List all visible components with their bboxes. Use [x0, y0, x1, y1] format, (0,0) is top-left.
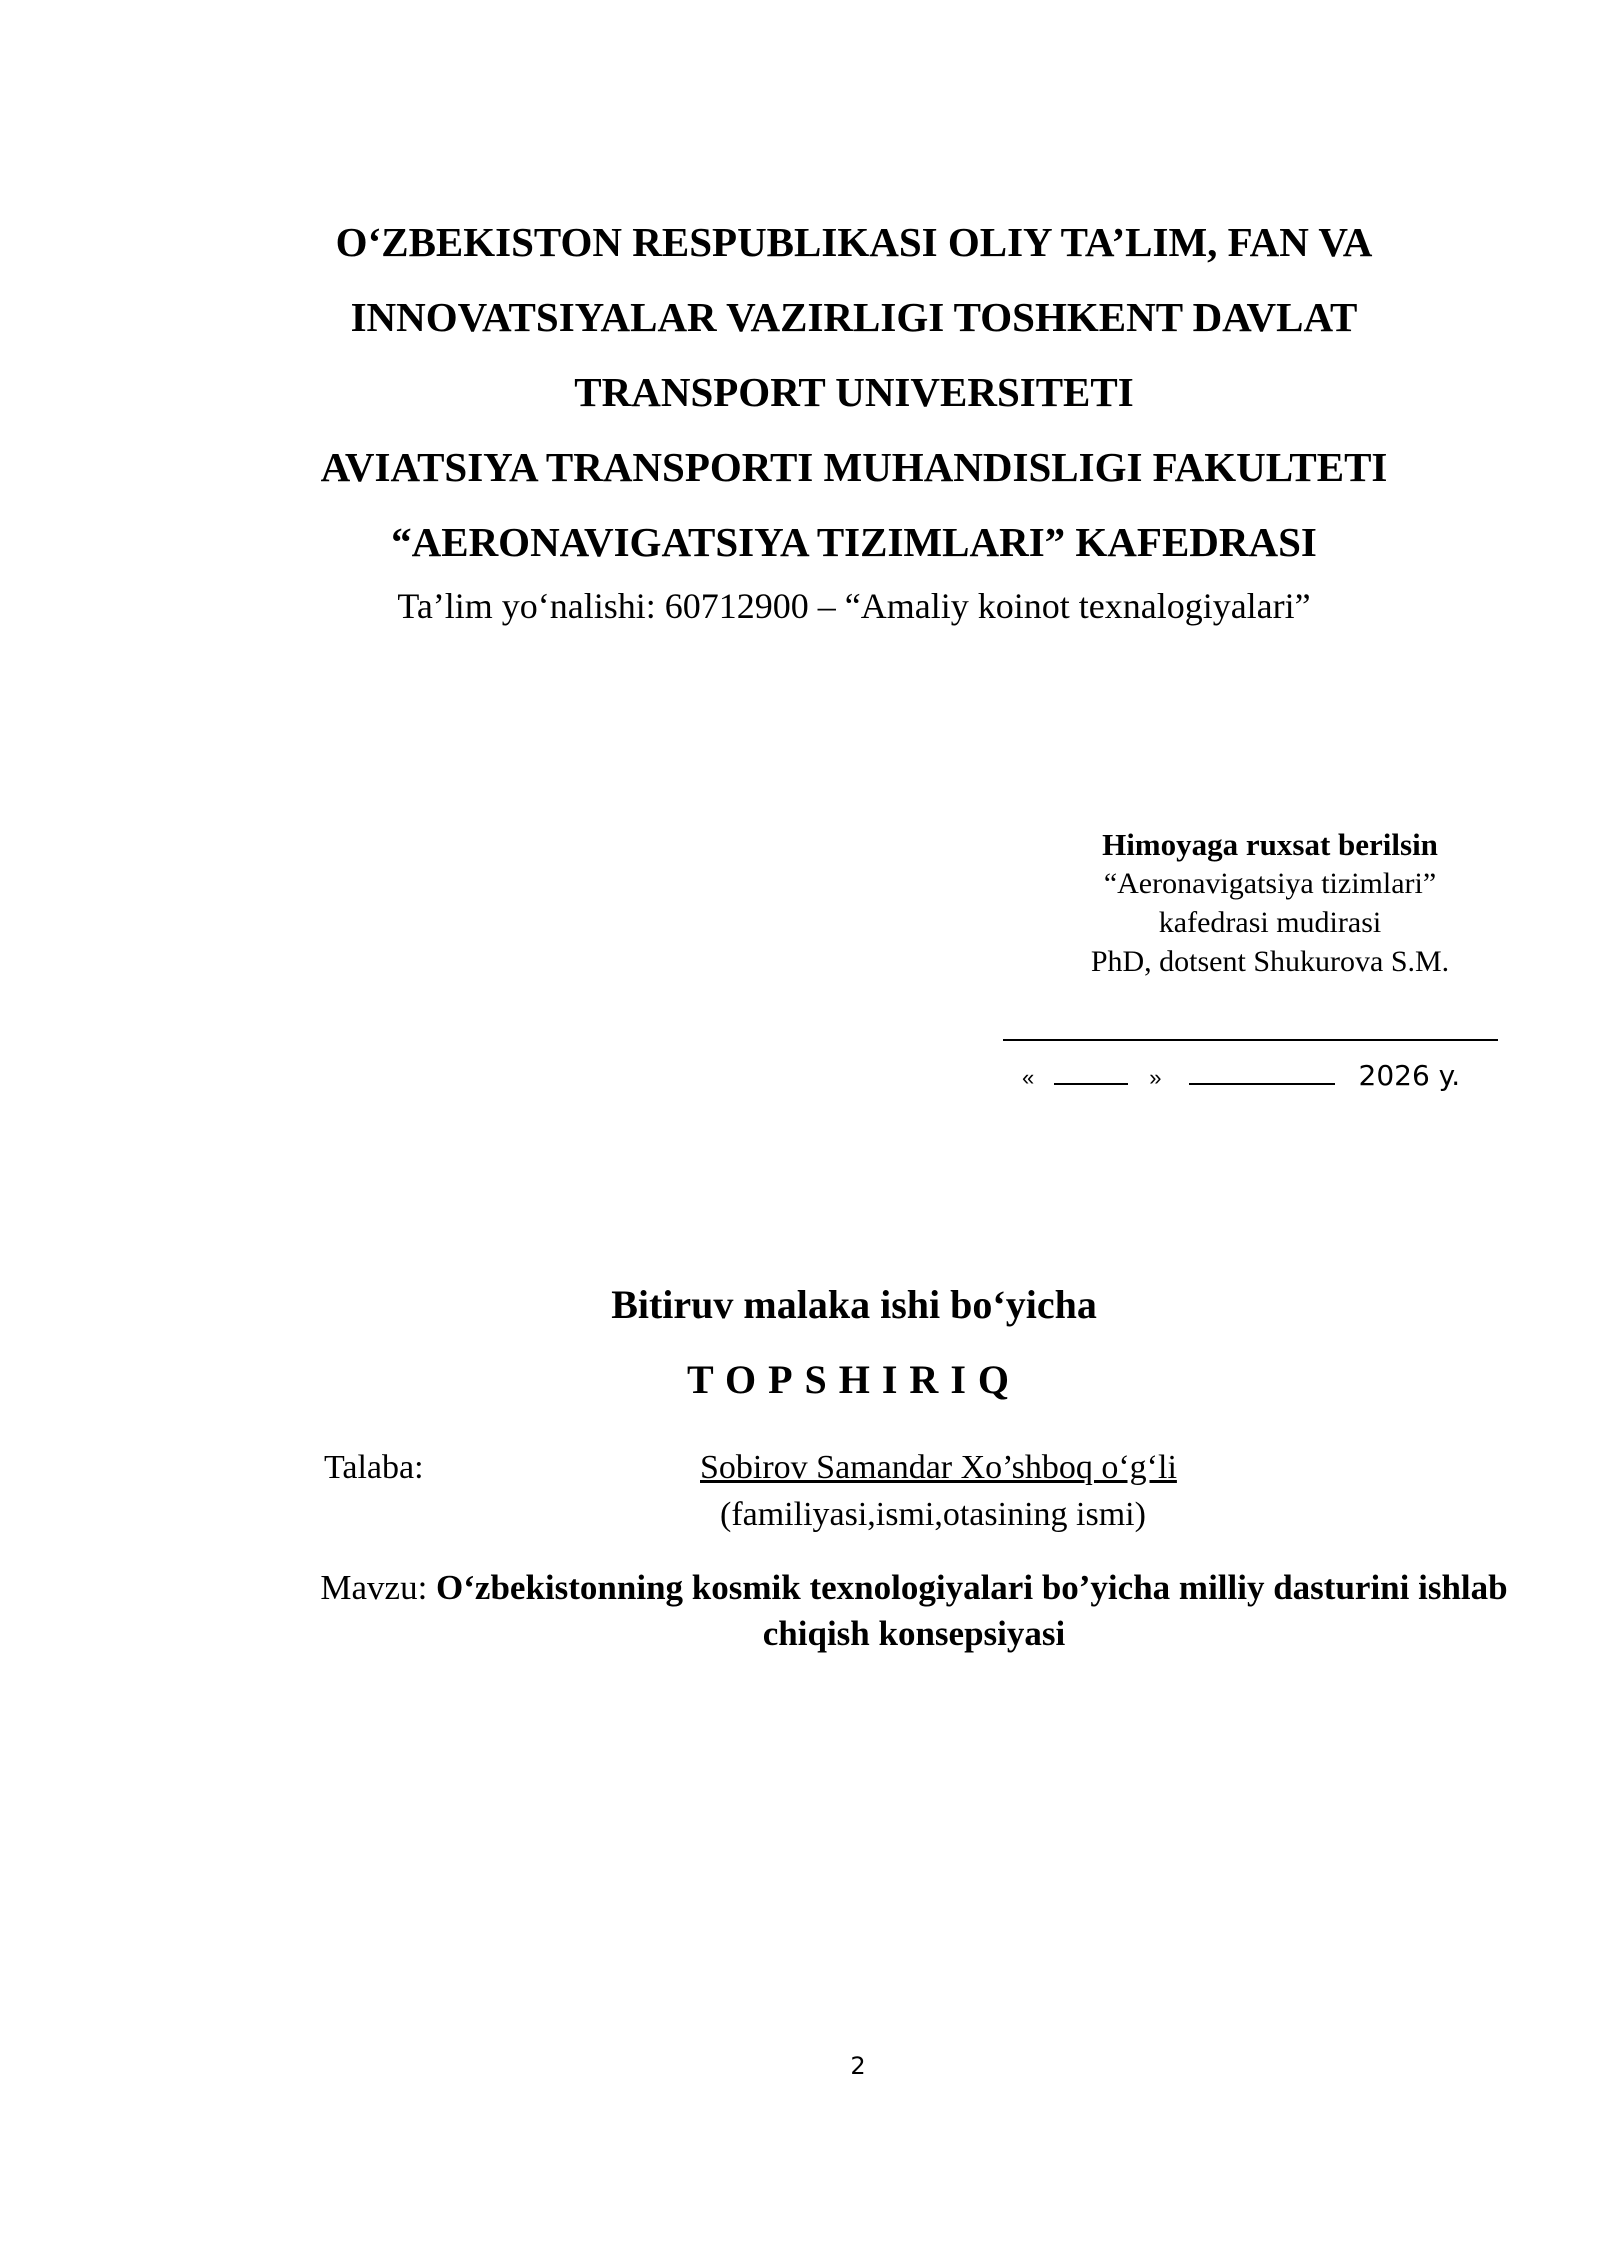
month-blank: [1189, 1061, 1335, 1085]
study-direction: Ta’lim yo‘nalishi: 60712900 – “Amaliy koinot texnalogiyalari”: [397, 586, 1311, 626]
approval-line-3: PhD, dotsent Shukurova S.M.: [1090, 945, 1450, 978]
student-name-note: (familiyasi,ismi,otasining ismi): [720, 1496, 1146, 1533]
header-line-5: “AERONAVIGATSIYA TIZIMLARI” KAFEDRASI: [391, 519, 1317, 565]
approval-line-2: kafedrasi mudirasi: [1158, 906, 1382, 939]
header-line-4: AVIATSIYA TRANSPORTI MUHANDISLIGI FAKULTETI: [320, 444, 1388, 490]
student-name: Sobirov Samandar Xo’shboq o‘g‘li: [700, 1449, 1177, 1486]
signature-line: [1003, 1039, 1498, 1041]
institution-header: [0, 205, 1600, 632]
topic-block: [314, 1565, 1514, 1657]
task-heading: Bitiruv malaka ishi bo‘yicha: [611, 1282, 1097, 1327]
date-close-quote: »: [1149, 1065, 1162, 1090]
topic-value: O‘zbekistonning kosmik texnologiyalari bo’yicha milliy dasturini ishlab chiqish konsepsiyasi: [436, 1568, 1508, 1653]
approval-title: Himoyaga ruxsat berilsin: [1102, 827, 1438, 862]
page-number: 2: [850, 2052, 866, 2080]
header-line-2: INNOVATSIYALAR VAZIRLIGI TOSHKENT DAVLAT: [350, 294, 1358, 340]
topic-label: Mavzu:: [320, 1568, 437, 1607]
header-line-3: TRANSPORT UNIVERSITETI: [574, 369, 1134, 415]
approval-block: [1060, 825, 1480, 981]
approval-line-1: “Aeronavigatsiya tizimlari”: [1103, 867, 1437, 900]
header-line-1: O‘ZBEKISTON RESPUBLIKASI OLIY TA’LIM, FAN VA: [335, 219, 1373, 265]
approval-date: [1022, 1059, 1460, 1099]
date-open-quote: «: [1022, 1065, 1035, 1090]
date-year: 2026 y.: [1358, 1059, 1461, 1092]
day-blank: [1054, 1061, 1128, 1085]
task-title: TOPSHIRIQ: [687, 1357, 1021, 1402]
student-label: Talaba:: [324, 1449, 424, 1486]
